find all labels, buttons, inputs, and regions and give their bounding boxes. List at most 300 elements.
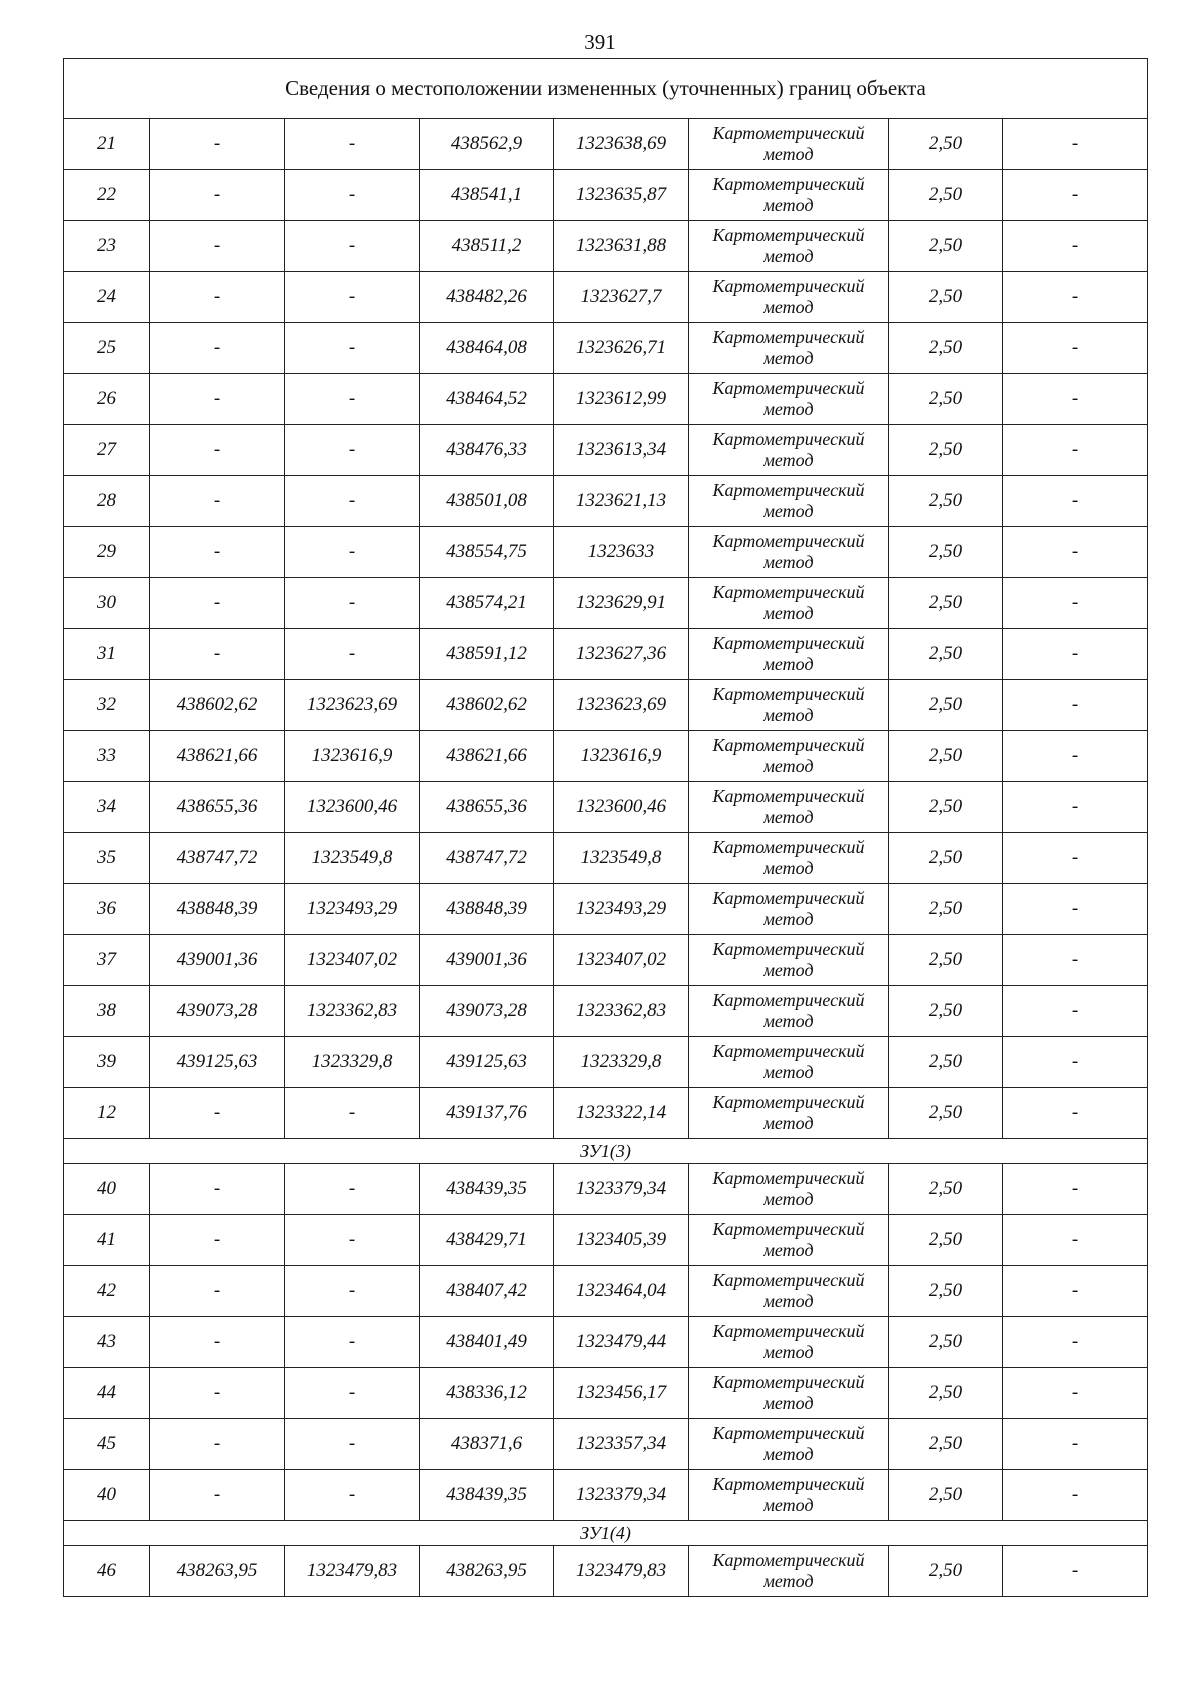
cell-old-x: - xyxy=(150,170,285,221)
table-row xyxy=(64,731,1148,782)
cell-point-number: 27 xyxy=(64,425,150,476)
cell-accuracy: 2,50 xyxy=(889,833,1003,884)
method-line-2: метод xyxy=(763,1444,814,1464)
method-line-2: метод xyxy=(763,246,814,266)
cell-new-y: 1323379,34 xyxy=(554,1470,689,1521)
cell-accuracy: 2,50 xyxy=(889,731,1003,782)
cell-note: - xyxy=(1003,935,1148,986)
cell-point-number: 25 xyxy=(64,323,150,374)
cell-method xyxy=(689,1546,889,1597)
cell-method xyxy=(689,425,889,476)
table-row xyxy=(64,1164,1148,1215)
cell-note: - xyxy=(1003,323,1148,374)
cell-accuracy: 2,50 xyxy=(889,578,1003,629)
method-line-2: метод xyxy=(763,858,814,878)
cell-new-x: 438401,49 xyxy=(420,1317,554,1368)
cell-old-y: - xyxy=(285,1419,420,1470)
cell-method xyxy=(689,1037,889,1088)
cell-old-y: - xyxy=(285,425,420,476)
cell-point-number: 36 xyxy=(64,884,150,935)
method-line-2: метод xyxy=(763,1393,814,1413)
cell-old-y: - xyxy=(285,527,420,578)
method-line-1: Картометрический xyxy=(712,735,865,755)
method-line-2: метод xyxy=(763,450,814,470)
cell-accuracy: 2,50 xyxy=(889,1164,1003,1215)
cell-new-x: 438541,1 xyxy=(420,170,554,221)
method-line-2: метод xyxy=(763,501,814,521)
cell-note: - xyxy=(1003,425,1148,476)
cell-accuracy: 2,50 xyxy=(889,527,1003,578)
method-line-1: Картометрический xyxy=(712,1474,865,1494)
cell-point-number: 42 xyxy=(64,1266,150,1317)
table-row xyxy=(64,221,1148,272)
cell-old-y: - xyxy=(285,374,420,425)
cell-new-y: 1323627,36 xyxy=(554,629,689,680)
cell-old-x: - xyxy=(150,1470,285,1521)
method-line-1: Картометрический xyxy=(712,378,865,398)
cell-point-number: 35 xyxy=(64,833,150,884)
cell-point-number: 40 xyxy=(64,1164,150,1215)
cell-accuracy: 2,50 xyxy=(889,323,1003,374)
cell-method xyxy=(689,1419,889,1470)
cell-new-x: 438511,2 xyxy=(420,221,554,272)
method-line-1: Картометрический xyxy=(712,633,865,653)
method-line-2: метод xyxy=(763,705,814,725)
method-line-1: Картометрический xyxy=(712,888,865,908)
cell-old-x: 438621,66 xyxy=(150,731,285,782)
cell-new-y: 1323405,39 xyxy=(554,1215,689,1266)
method-line-1: Картометрический xyxy=(712,174,865,194)
table-title-row xyxy=(64,59,1148,119)
table-title: Сведения о местоположении измененных (уточненных) границ объекта xyxy=(64,59,1148,119)
cell-old-y: 1323362,83 xyxy=(285,986,420,1037)
method-line-1: Картометрический xyxy=(712,582,865,602)
cell-note: - xyxy=(1003,1266,1148,1317)
cell-old-x: 439125,63 xyxy=(150,1037,285,1088)
cell-new-x: 438602,62 xyxy=(420,680,554,731)
table-row xyxy=(64,629,1148,680)
cell-new-x: 438464,08 xyxy=(420,323,554,374)
method-line-1: Картометрический xyxy=(712,225,865,245)
method-line-1: Картометрический xyxy=(712,123,865,143)
cell-method xyxy=(689,374,889,425)
cell-old-x: - xyxy=(150,272,285,323)
cell-accuracy: 2,50 xyxy=(889,170,1003,221)
cell-note: - xyxy=(1003,578,1148,629)
cell-point-number: 43 xyxy=(64,1317,150,1368)
cell-old-y: 1323623,69 xyxy=(285,680,420,731)
method-line-2: метод xyxy=(763,1342,814,1362)
cell-old-x: - xyxy=(150,476,285,527)
cell-new-y: 1323612,99 xyxy=(554,374,689,425)
cell-new-y: 1323456,17 xyxy=(554,1368,689,1419)
section-label: ЗУ1(3) xyxy=(64,1139,1148,1164)
cell-method xyxy=(689,782,889,833)
method-line-1: Картометрический xyxy=(712,837,865,857)
table-row xyxy=(64,1215,1148,1266)
table-row xyxy=(64,884,1148,935)
method-line-1: Картометрический xyxy=(712,939,865,959)
cell-old-y: - xyxy=(285,272,420,323)
cell-accuracy: 2,50 xyxy=(889,884,1003,935)
method-line-1: Картометрический xyxy=(712,480,865,500)
table-row xyxy=(64,527,1148,578)
cell-new-x: 438482,26 xyxy=(420,272,554,323)
cell-old-x: - xyxy=(150,323,285,374)
cell-accuracy: 2,50 xyxy=(889,986,1003,1037)
method-line-1: Картометрический xyxy=(712,786,865,806)
cell-note: - xyxy=(1003,374,1148,425)
cell-old-y: - xyxy=(285,1368,420,1419)
cell-point-number: 31 xyxy=(64,629,150,680)
method-line-1: Картометрический xyxy=(712,684,865,704)
cell-accuracy: 2,50 xyxy=(889,1546,1003,1597)
table-row xyxy=(64,1317,1148,1368)
cell-accuracy: 2,50 xyxy=(889,272,1003,323)
cell-old-x: 439001,36 xyxy=(150,935,285,986)
cell-note: - xyxy=(1003,986,1148,1037)
cell-method xyxy=(689,1317,889,1368)
method-line-2: метод xyxy=(763,195,814,215)
cell-new-x: 438554,75 xyxy=(420,527,554,578)
cell-old-x: - xyxy=(150,629,285,680)
cell-new-y: 1323362,83 xyxy=(554,986,689,1037)
cell-new-y: 1323621,13 xyxy=(554,476,689,527)
cell-note: - xyxy=(1003,221,1148,272)
cell-new-x: 438439,35 xyxy=(420,1470,554,1521)
cell-old-y: 1323329,8 xyxy=(285,1037,420,1088)
method-line-1: Картометрический xyxy=(712,276,865,296)
cell-new-y: 1323479,83 xyxy=(554,1546,689,1597)
cell-old-x: - xyxy=(150,221,285,272)
table-row xyxy=(64,1419,1148,1470)
cell-new-y: 1323635,87 xyxy=(554,170,689,221)
cell-method xyxy=(689,527,889,578)
cell-new-x: 438476,33 xyxy=(420,425,554,476)
cell-method xyxy=(689,1266,889,1317)
cell-point-number: 41 xyxy=(64,1215,150,1266)
method-line-2: метод xyxy=(763,1011,814,1031)
cell-accuracy: 2,50 xyxy=(889,221,1003,272)
method-line-2: метод xyxy=(763,909,814,929)
cell-new-y: 1323479,44 xyxy=(554,1317,689,1368)
cell-old-y: - xyxy=(285,1317,420,1368)
cell-point-number: 46 xyxy=(64,1546,150,1597)
cell-old-x: 438263,95 xyxy=(150,1546,285,1597)
cell-old-y: - xyxy=(285,119,420,170)
cell-note: - xyxy=(1003,1419,1148,1470)
section-label-row xyxy=(64,1521,1148,1546)
cell-method xyxy=(689,629,889,680)
table-row xyxy=(64,935,1148,986)
cell-old-y: 1323493,29 xyxy=(285,884,420,935)
cell-point-number: 26 xyxy=(64,374,150,425)
method-line-1: Картометрический xyxy=(712,1219,865,1239)
table-row xyxy=(64,272,1148,323)
cell-new-x: 438621,66 xyxy=(420,731,554,782)
method-line-2: метод xyxy=(763,654,814,674)
cell-new-x: 438429,71 xyxy=(420,1215,554,1266)
cell-note: - xyxy=(1003,1164,1148,1215)
cell-new-y: 1323629,91 xyxy=(554,578,689,629)
cell-new-y: 1323627,7 xyxy=(554,272,689,323)
table-row xyxy=(64,1470,1148,1521)
method-line-2: метод xyxy=(763,756,814,776)
table-row xyxy=(64,1088,1148,1139)
coordinates-table xyxy=(63,58,1148,1597)
cell-point-number: 38 xyxy=(64,986,150,1037)
cell-note: - xyxy=(1003,1546,1148,1597)
cell-point-number: 21 xyxy=(64,119,150,170)
cell-new-x: 438591,12 xyxy=(420,629,554,680)
cell-old-y: - xyxy=(285,1215,420,1266)
method-line-1: Картометрический xyxy=(712,1168,865,1188)
method-line-2: метод xyxy=(763,1189,814,1209)
cell-old-x: - xyxy=(150,1317,285,1368)
cell-old-x: - xyxy=(150,119,285,170)
cell-old-y: - xyxy=(285,629,420,680)
cell-point-number: 29 xyxy=(64,527,150,578)
method-line-2: метод xyxy=(763,1571,814,1591)
cell-method xyxy=(689,1470,889,1521)
cell-new-y: 1323638,69 xyxy=(554,119,689,170)
method-line-1: Картометрический xyxy=(712,1372,865,1392)
cell-old-x: 438602,62 xyxy=(150,680,285,731)
cell-note: - xyxy=(1003,1037,1148,1088)
cell-point-number: 44 xyxy=(64,1368,150,1419)
table-row xyxy=(64,323,1148,374)
cell-old-x: - xyxy=(150,425,285,476)
cell-method xyxy=(689,1088,889,1139)
table-row xyxy=(64,1546,1148,1597)
cell-old-y: - xyxy=(285,578,420,629)
cell-new-x: 439001,36 xyxy=(420,935,554,986)
cell-accuracy: 2,50 xyxy=(889,629,1003,680)
cell-old-x: - xyxy=(150,1419,285,1470)
cell-accuracy: 2,50 xyxy=(889,1037,1003,1088)
cell-new-y: 1323464,04 xyxy=(554,1266,689,1317)
method-line-2: метод xyxy=(763,348,814,368)
cell-point-number: 32 xyxy=(64,680,150,731)
method-line-1: Картометрический xyxy=(712,1270,865,1290)
cell-accuracy: 2,50 xyxy=(889,476,1003,527)
method-line-2: метод xyxy=(763,144,814,164)
cell-new-x: 438439,35 xyxy=(420,1164,554,1215)
method-line-1: Картометрический xyxy=(712,429,865,449)
cell-old-x: - xyxy=(150,1368,285,1419)
cell-note: - xyxy=(1003,170,1148,221)
table-row xyxy=(64,170,1148,221)
cell-old-x: 439073,28 xyxy=(150,986,285,1037)
cell-old-x: - xyxy=(150,374,285,425)
table-row xyxy=(64,578,1148,629)
cell-accuracy: 2,50 xyxy=(889,1368,1003,1419)
cell-new-y: 1323407,02 xyxy=(554,935,689,986)
cell-old-y: - xyxy=(285,170,420,221)
cell-new-y: 1323613,34 xyxy=(554,425,689,476)
cell-old-x: - xyxy=(150,527,285,578)
cell-accuracy: 2,50 xyxy=(889,680,1003,731)
cell-old-y: - xyxy=(285,221,420,272)
cell-method xyxy=(689,680,889,731)
method-line-2: метод xyxy=(763,1291,814,1311)
cell-new-y: 1323357,34 xyxy=(554,1419,689,1470)
cell-method xyxy=(689,884,889,935)
cell-accuracy: 2,50 xyxy=(889,935,1003,986)
cell-old-y: 1323479,83 xyxy=(285,1546,420,1597)
method-line-1: Картометрический xyxy=(712,327,865,347)
table-row xyxy=(64,782,1148,833)
cell-method xyxy=(689,323,889,374)
cell-method xyxy=(689,578,889,629)
cell-old-x: 438848,39 xyxy=(150,884,285,935)
cell-method xyxy=(689,935,889,986)
cell-new-y: 1323631,88 xyxy=(554,221,689,272)
cell-new-x: 438407,42 xyxy=(420,1266,554,1317)
cell-method xyxy=(689,1215,889,1266)
cell-new-y: 1323549,8 xyxy=(554,833,689,884)
cell-point-number: 40 xyxy=(64,1470,150,1521)
cell-old-y: - xyxy=(285,476,420,527)
cell-old-y: - xyxy=(285,1266,420,1317)
section-label-row xyxy=(64,1139,1148,1164)
cell-new-x: 438501,08 xyxy=(420,476,554,527)
cell-note: - xyxy=(1003,476,1148,527)
cell-point-number: 37 xyxy=(64,935,150,986)
method-line-2: метод xyxy=(763,1495,814,1515)
cell-new-y: 1323623,69 xyxy=(554,680,689,731)
cell-method xyxy=(689,731,889,782)
method-line-1: Картометрический xyxy=(712,990,865,1010)
cell-accuracy: 2,50 xyxy=(889,1266,1003,1317)
cell-method xyxy=(689,986,889,1037)
cell-old-x: 438747,72 xyxy=(150,833,285,884)
cell-new-x: 438263,95 xyxy=(420,1546,554,1597)
table-row xyxy=(64,833,1148,884)
cell-method xyxy=(689,476,889,527)
cell-old-y: 1323549,8 xyxy=(285,833,420,884)
cell-accuracy: 2,50 xyxy=(889,425,1003,476)
method-line-1: Картометрический xyxy=(712,1550,865,1570)
table-body xyxy=(64,59,1148,1597)
method-line-2: метод xyxy=(763,960,814,980)
cell-note: - xyxy=(1003,629,1148,680)
cell-old-y: - xyxy=(285,323,420,374)
cell-note: - xyxy=(1003,1368,1148,1419)
cell-note: - xyxy=(1003,119,1148,170)
table-row xyxy=(64,986,1148,1037)
cell-new-y: 1323626,71 xyxy=(554,323,689,374)
cell-new-y: 1323633 xyxy=(554,527,689,578)
cell-new-x: 438336,12 xyxy=(420,1368,554,1419)
cell-new-x: 438464,52 xyxy=(420,374,554,425)
method-line-2: метод xyxy=(763,399,814,419)
cell-new-x: 438371,6 xyxy=(420,1419,554,1470)
cell-new-y: 1323600,46 xyxy=(554,782,689,833)
cell-method xyxy=(689,272,889,323)
cell-accuracy: 2,50 xyxy=(889,782,1003,833)
cell-new-x: 438747,72 xyxy=(420,833,554,884)
cell-old-y: - xyxy=(285,1164,420,1215)
cell-method xyxy=(689,1164,889,1215)
cell-old-y: 1323407,02 xyxy=(285,935,420,986)
method-line-2: метод xyxy=(763,1062,814,1082)
cell-point-number: 33 xyxy=(64,731,150,782)
cell-point-number: 34 xyxy=(64,782,150,833)
cell-method xyxy=(689,119,889,170)
section-label: ЗУ1(4) xyxy=(64,1521,1148,1546)
cell-new-x: 438655,36 xyxy=(420,782,554,833)
method-line-1: Картометрический xyxy=(712,531,865,551)
cell-accuracy: 2,50 xyxy=(889,1215,1003,1266)
cell-method xyxy=(689,221,889,272)
cell-old-x: - xyxy=(150,1088,285,1139)
cell-accuracy: 2,50 xyxy=(889,119,1003,170)
cell-new-y: 1323379,34 xyxy=(554,1164,689,1215)
cell-new-x: 438574,21 xyxy=(420,578,554,629)
cell-point-number: 30 xyxy=(64,578,150,629)
table-row xyxy=(64,1368,1148,1419)
table-row xyxy=(64,476,1148,527)
cell-point-number: 24 xyxy=(64,272,150,323)
cell-new-x: 438562,9 xyxy=(420,119,554,170)
cell-new-y: 1323493,29 xyxy=(554,884,689,935)
cell-new-x: 439073,28 xyxy=(420,986,554,1037)
method-line-1: Картометрический xyxy=(712,1092,865,1112)
cell-note: - xyxy=(1003,1215,1148,1266)
table-row xyxy=(64,374,1148,425)
method-line-1: Картометрический xyxy=(712,1423,865,1443)
cell-point-number: 12 xyxy=(64,1088,150,1139)
cell-new-x: 439137,76 xyxy=(420,1088,554,1139)
cell-note: - xyxy=(1003,1088,1148,1139)
method-line-2: метод xyxy=(763,1113,814,1133)
table-row xyxy=(64,680,1148,731)
cell-new-y: 1323322,14 xyxy=(554,1088,689,1139)
method-line-1: Картометрический xyxy=(712,1041,865,1061)
cell-note: - xyxy=(1003,731,1148,782)
cell-point-number: 23 xyxy=(64,221,150,272)
cell-point-number: 22 xyxy=(64,170,150,221)
cell-method xyxy=(689,833,889,884)
cell-old-y: 1323600,46 xyxy=(285,782,420,833)
cell-point-number: 45 xyxy=(64,1419,150,1470)
cell-old-x: - xyxy=(150,1215,285,1266)
table-row xyxy=(64,425,1148,476)
table-row xyxy=(64,119,1148,170)
cell-accuracy: 2,50 xyxy=(889,1419,1003,1470)
cell-note: - xyxy=(1003,272,1148,323)
method-line-2: метод xyxy=(763,1240,814,1260)
method-line-1: Картометрический xyxy=(712,1321,865,1341)
cell-note: - xyxy=(1003,1317,1148,1368)
cell-old-y: 1323616,9 xyxy=(285,731,420,782)
cell-old-y: - xyxy=(285,1470,420,1521)
table-row xyxy=(64,1266,1148,1317)
cell-old-x: - xyxy=(150,578,285,629)
method-line-2: метод xyxy=(763,807,814,827)
cell-method xyxy=(689,1368,889,1419)
method-line-2: метод xyxy=(763,552,814,572)
cell-note: - xyxy=(1003,527,1148,578)
cell-old-x: - xyxy=(150,1266,285,1317)
cell-new-y: 1323329,8 xyxy=(554,1037,689,1088)
cell-accuracy: 2,50 xyxy=(889,1088,1003,1139)
cell-point-number: 39 xyxy=(64,1037,150,1088)
table-row xyxy=(64,1037,1148,1088)
cell-old-x: - xyxy=(150,1164,285,1215)
cell-point-number: 28 xyxy=(64,476,150,527)
